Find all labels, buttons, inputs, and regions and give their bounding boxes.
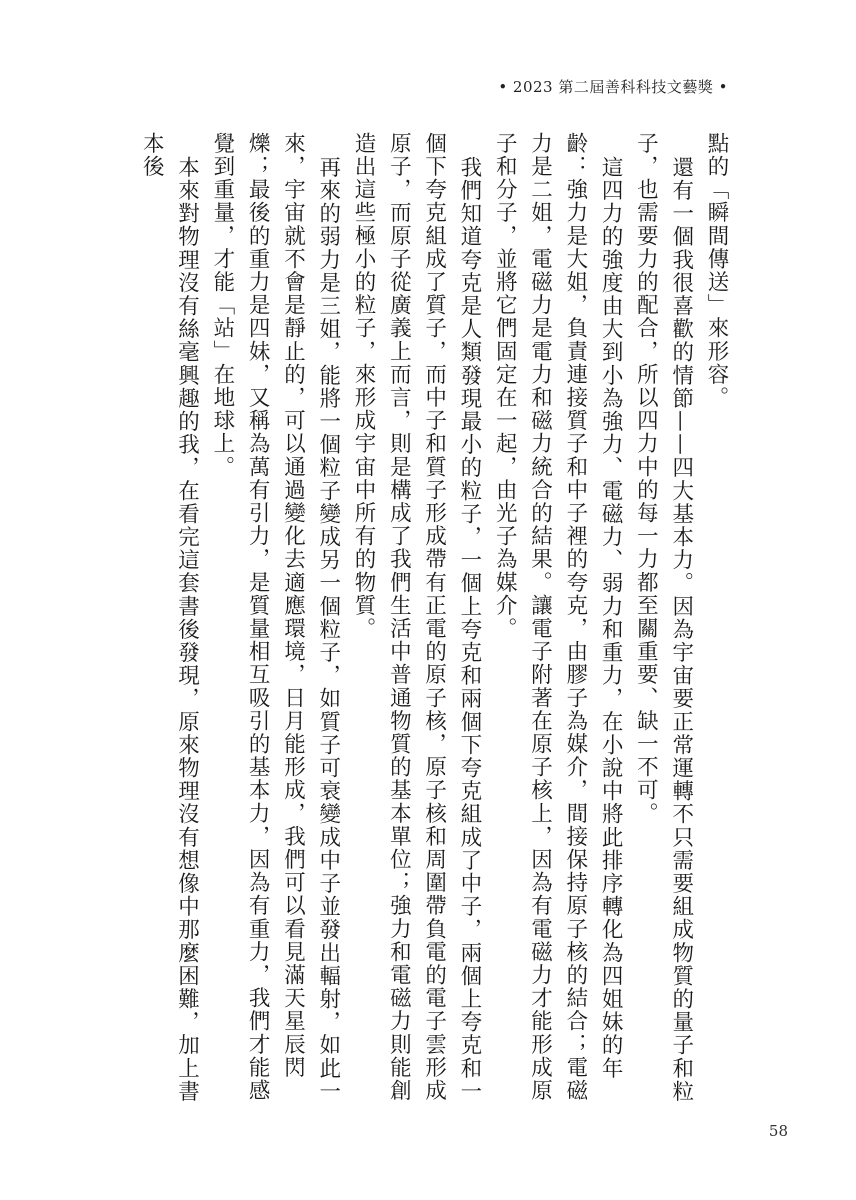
- paragraph: 本來對物理沒有絲毫興趣的我，在看完這套書後發現，原來物理沒有想像中那麼困難，加上書本後: [139, 132, 200, 1103]
- paragraph: 這四力的強度由大到小為強力、電磁力、弱力和重力，在小說中將此排序轉化為四姐妹的年齡：強力是大姐，負責連接質子和中子裡的夸克，由膠子為媒介，間接保持原子核的結合；電磁力是二姐，電磁力是電力和磁力統合的結果。讓電子附著在原子核上，因為有電磁力才能形成原子和分子，並將它們固定在一起，由光子為媒介。: [492, 132, 624, 1103]
- body-text: [124, 132, 734, 1112]
- paragraph: 再來的弱力是三姐，能將一個粒子變成另一個粒子，如質子可衰變成中子並發出輻射，如此一來，宇宙就不會是靜止的，可以通過變化去適應環境，日月能形成，我們可以看見滿天星辰閃爍；最後的重力是四妹，又稱為萬有引力，是質量相互吸引的基本力，因為有重力，我們才能感覺到重量，才能「站」在地球上。: [209, 132, 341, 1103]
- paragraph: 點的「瞬間傳送」來形容。: [704, 132, 729, 410]
- paragraph: 還有一個我很喜歡的情節——四大基本力。因為宇宙要正常運轉不只需要組成物質的量子和粒子，也需要力的配合，所以四力中的每一力都至關重要、缺一不可。: [633, 132, 694, 1103]
- running-header: • 2023 第二屆善科科技文藝獎 •: [498, 78, 728, 96]
- page-number: 58: [768, 1122, 788, 1140]
- paragraph: 我們知道夸克是人類發現最小的粒子，一個上夸克和兩個下夸克組成了中子，兩個上夸克和一個下夸克組成了質子，而中子和質子形成帶有正電的原子核，原子核和周圍帶負電的電子雲形成原子，而原子從廣義上而言，則是構成了我們生活中普通物質的基本單位；強力和電磁力則能創造出這些極小的粒子，來形成宇宙中所有的物質。: [351, 132, 482, 1103]
